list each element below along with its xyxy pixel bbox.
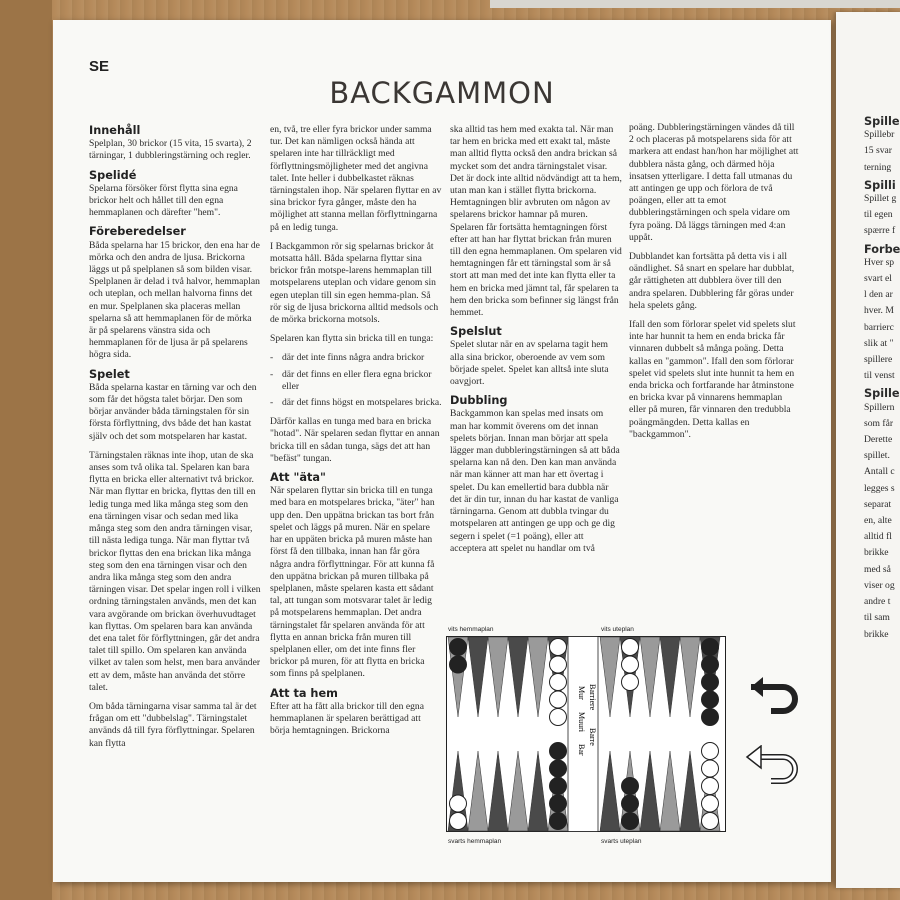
next-line: Spillebr — [864, 129, 895, 141]
next-line: Derette — [864, 434, 893, 446]
dark-checker — [702, 639, 719, 656]
text-col4-2: Dubblandet kan fortsätta på detta vis i all oändlighet. Så snart en spelare har dubblat, går rättigheten att dubblera över till den andra spelaren. Dubblering får göras under hela spelets gång. — [629, 251, 795, 311]
dark-checker — [450, 639, 467, 656]
text-spelslut: Spelet slutar när en av spelarna tagit hem alla sina brickor, oberoende av vem som började spelet. Spelet kan alltså inte sluta oavgjort. — [450, 339, 609, 388]
text-forberedelser: Båda spelarna har 15 brickor, den ena har de mörka och den andra de ljusa. Brickorna läggs ut på spelplanen så som bilden visar. Spelplanen är delad i två halvor, hemmaplan och uteplan, och mellan halvorna finns det en mur. Spelplanen ska placeras mellan spelarna så att hemmaplanen för de mörka är på spelarens vänstra sida och hemmaplanen för de ljusa är på spelarens högra sida. — [89, 239, 260, 361]
heading-ata: Att "äta" — [270, 471, 326, 485]
light-checker — [702, 778, 719, 795]
next-line: separat — [864, 498, 892, 510]
list-item: - där det finns högst en motspelares bricka. — [270, 397, 442, 409]
next-line: brikke — [864, 628, 889, 640]
heading-spelslut: Spelslut — [450, 325, 502, 339]
heading-dubbling: Dubbling — [450, 394, 508, 408]
light-checker — [550, 674, 567, 691]
dark-checker — [702, 691, 719, 708]
list-item: - där det finns en eller flera egna brickor eller — [270, 369, 442, 393]
label-black-home: svarts hemmaplan — [448, 838, 502, 845]
light-checker — [450, 795, 467, 812]
light-checker — [622, 656, 639, 673]
next-line: spærre f — [864, 225, 896, 237]
next-line: spillere — [864, 354, 893, 366]
light-checker — [622, 639, 639, 656]
column-1 — [89, 125, 261, 757]
bar-label-barre: Barre — [588, 728, 597, 746]
text-spelet-3: Om båda tärningarna visar samma tal är det frågan om ett "dubbelslag". Tärningstalet används då till fyra förflyttningar. Spelaren kan flytta — [89, 700, 257, 749]
text-spelet-2: Tärningstalen räknas inte ihop, utan de ska anses som två olika tal. Spelaren kan bara flytta en bricka eller alternativt två brickor. När man flyttar en bricka, flyttas den till en ledig tunga med lika många steg som den ena tärningen visar och sedan med lika många steg som den andra tärningen visar, till nästa lediga tunga. När man flyttar två brickor flyttas den ena brickan lika många steg som den ena tärningen visar och den andra lika många steg som den andra tärningen visar. Det spelar ingen roll i vilken ordning tärningstalen används, men det kan vara avgörande om brickan överhuvudtaget kan flyttas. Om spelaren bara kan använda det ena talet för förflyttningen, går det andra talet till spillo. Om spelaren kan använda vilket av talen som helst, men bara använder ett av dem, måste han använda det större talet. — [89, 449, 261, 693]
language-code: SE — [89, 58, 110, 75]
dark-checker — [622, 778, 639, 795]
next-line: Spillern — [864, 401, 895, 413]
text-spelide: Spelarna försöker först flytta sina egna brickor helt och hållet till den egna hemmaplanen och därefter "hem". — [89, 182, 238, 219]
bar-label-mur: Mur — [577, 686, 586, 700]
next-line: Antall c — [864, 466, 895, 478]
next-line: som får — [864, 417, 894, 429]
next-line: slik at " — [864, 337, 894, 349]
text-innehall: Spelplan, 30 brickor (15 vita, 15 svarta), 2 tärningar, 1 dubbleringstärning och regler. — [89, 138, 252, 162]
heading-spelide: Spelidé — [89, 168, 137, 182]
light-checker — [550, 691, 567, 708]
next-line: med så — [864, 563, 891, 575]
next-line: barrierc — [864, 321, 894, 333]
background-object — [490, 0, 900, 8]
heading-forberedelser: Föreberedelser — [89, 225, 186, 239]
light-checker — [450, 813, 467, 830]
next-line: l den ar — [864, 289, 893, 301]
next-line: hver. M — [864, 305, 894, 317]
light-checker — [550, 709, 567, 726]
next-line: til sam — [864, 612, 890, 624]
backgammon-board — [446, 636, 736, 836]
text-col2-2: I Backgammon rör sig spelarnas brickor åt motsatta håll. Båda spelarna flyttar sina brickor från motspe-larens hemmaplan till motspelarens uteplan och vidare genom sin egen uteplan till sin egen hemma-plan. Så rör sig de ljusa brickorna alltid medsols och de mörka brickorna motsols. — [270, 240, 439, 326]
text-ata: När spelaren flyttar sin bricka till en tunga med bara en motspelares bricka, "äter" han upp den. Den uppätna brickan tas bort från spelet och läggs på muren. När en spelare har en uppäten bricka på muren måste han först få den tillbaka, innan han får göra några andra förflyttningar. För att kunna få den uppätna brickan på muren tillbaka på spelplanen, måste spelaren kasta ett sådant tal, att tungan som motsvarar talet är ledig på motspelarens hemmaplan. Det andra tärningstalet får spelaren använda för att flytta en annan bricka från muren till spelplanen eller, om det inte finns fler brickor på muren, för att flytta en bricka som finns på spelplanen. — [270, 485, 435, 680]
dark-checker — [550, 760, 567, 777]
next-line: svart el — [864, 273, 892, 285]
dark-checker — [622, 795, 639, 812]
next-line: andre t — [864, 596, 891, 608]
dark-checker — [622, 813, 639, 830]
bar-label-muuri: Muuri — [577, 712, 586, 732]
dark-checker — [550, 813, 567, 830]
light-checker — [702, 795, 719, 812]
page-title: BACKGAMMON — [329, 76, 555, 110]
counterclockwise-u-turn-arrow-icon — [743, 745, 803, 795]
light-checker — [702, 813, 719, 830]
next-heading-3: Forbe — [864, 242, 900, 256]
heading-spelet: Spelet — [89, 367, 130, 381]
next-line: til egen — [864, 209, 893, 221]
label-white-outer: vits uteplan — [601, 626, 634, 633]
light-checker — [550, 639, 567, 656]
next-line: spillet. — [864, 450, 890, 462]
label-white-home: vits hemmaplan — [448, 626, 494, 633]
column-3 — [450, 124, 622, 562]
light-checker — [702, 760, 719, 777]
column-4 — [629, 122, 801, 448]
heading-innehall: Innehåll — [89, 124, 141, 137]
light-checker — [702, 743, 719, 760]
next-page-text — [864, 110, 900, 645]
next-line: en, alte — [864, 515, 892, 527]
list-item: - där det inte finns några andra brickor — [270, 352, 442, 364]
text-att-ta-hem: Efter att ha fått alla brickor till den egna hemmaplanen är spelaren berättigad att börja hemtagningen. Brickorna — [270, 700, 424, 737]
text-col2-4: Därför kallas en tunga med bara en bricka "hotad". När spelaren sedan flyttar en annan bricka till en sådan tunga, sägs det att han "befäst" tungan. — [270, 416, 440, 464]
next-line: Spillet g — [864, 193, 897, 205]
next-line: viser og — [864, 579, 895, 591]
column-2 — [270, 124, 442, 744]
next-heading-2: Spilli — [864, 178, 896, 192]
dark-checker — [702, 656, 719, 673]
text-col3-1: ska alltid tas hem med exakta tal. När man tar hem en bricka med ett exakt tal, måste man alltid flytta också den andra brickan så mycket som det andra tärningstalet visar. Det är dock inte alltid nödvändigt att ta hem, utan man kan i stället flytta brickorna. Hemtagningen blir avbruten om någon av spelarens brickor hamnar på muren. Spelaren får fortsätta hemtagningen först efter att han har flyttat brickan från muren till den egna hemmaplanen. Om spelaren vid hemtagningen får ett tärningstal som är så stort att man med det inte kan flytta eller ta hem en bricka med jämnt tal, får spelaren ta hem den bricka som befinner sig längst från hemmet. — [450, 124, 622, 319]
text-col4-1: poäng. Dubbleringstärningen vändes då till 2 och placeras på motspelarens sida för att markera att endast han/hon har möjlighet att dubblera nästa gång, och därmed höja insatsen ytterligare. I detta fall utmanas du att antingen ge upp och förlora de två poängen, eller att ta emot dubbleringstärningen och spela vidare om fyra poäng. Då läggs tärningen med 4:an uppåt. — [629, 122, 799, 243]
dark-checker — [702, 674, 719, 691]
text-col2-1: en, två, tre eller fyra brickor under samma tur. Det kan nämligen också hända att spelaren inte har tillräckligt med förflyttningsmöjligheter med det angivna talet. Inte heller i dubbelkastet räknas tärningstalen ihop. När spelaren flyttar en av sina brickor fyra gånger, måste den ha möjlighet att stanna mellan förflyttningarna på en ledig tunga. — [270, 124, 442, 233]
next-page-edge — [836, 12, 900, 888]
label-black-outer: svarts uteplan — [601, 838, 642, 845]
move-rules-list — [270, 352, 442, 409]
dark-checker — [450, 656, 467, 673]
dark-checker — [550, 795, 567, 812]
text-spelet-1: Båda spelarna kastar en tärning var och den som får det högsta talet börjar. Den som börjar använder båda tärningstalen för sin första förflyttning, dvs både det han kastat själv och det som motspelaren har kastat. — [89, 381, 257, 442]
rulebook-page — [53, 20, 831, 882]
clockwise-u-turn-arrow-icon — [743, 675, 803, 725]
light-checker — [622, 674, 639, 691]
table-background — [0, 0, 52, 900]
next-line: til venst — [864, 370, 895, 382]
light-checker — [550, 656, 567, 673]
text-dubbling: Backgammon kan spelas med insats om man har kommit överens om det innan spelets början. Innan man börjar att spela lägger man dubbleringstärningen så att båda spelarna kan nå den. Den kan man använda när man känner att man har ett övertag i spelet. Du kan emellertid bara dubbla när det är din tur, innan du har kastat de vanliga tärningarna. Genom att dubbla tvingar du motspelaren att antingen ge upp och ge dig segern i spelet (=1 poäng), eller att acceptera att spelet nu handlar om två — [450, 408, 620, 554]
next-line: alltid fl — [864, 531, 892, 543]
dark-checker — [550, 778, 567, 795]
dark-checker — [550, 743, 567, 760]
text-col2-3: Spelaren kan flytta sin bricka till en tunga: — [270, 333, 434, 345]
next-heading-1: Spille — [864, 115, 900, 128]
heading-att-ta-hem: Att ta hem — [270, 686, 338, 700]
text-col4-3: Ifall den som förlorar spelet vid spelets slut inte har hunnit ta hem en enda bricka får vinnaren dubbelt så många poäng. Detta kallas en "gammon". Ifall den som förlorar spelet vid spelets slut inte hunnit ta hem en enda bricka och fortfarande har åtminstone en bricka kvar på vinnarens hemmaplan eller på muren, får vinnaren den tredubbla poängmängden. Detta kallas en "backgammon". — [629, 319, 796, 440]
next-line: terning — [864, 161, 892, 173]
next-line: Hver sp — [864, 256, 895, 268]
bar-label-barriere: Barriere — [588, 684, 597, 711]
next-heading-4: Spille — [864, 387, 900, 401]
next-line: brikke — [864, 547, 889, 559]
dark-checker — [702, 709, 719, 726]
next-line: legges s — [864, 482, 895, 494]
next-line: 15 svar — [864, 145, 892, 157]
board-diagram — [446, 620, 736, 850]
bar-label-bar: Bar — [577, 744, 586, 756]
